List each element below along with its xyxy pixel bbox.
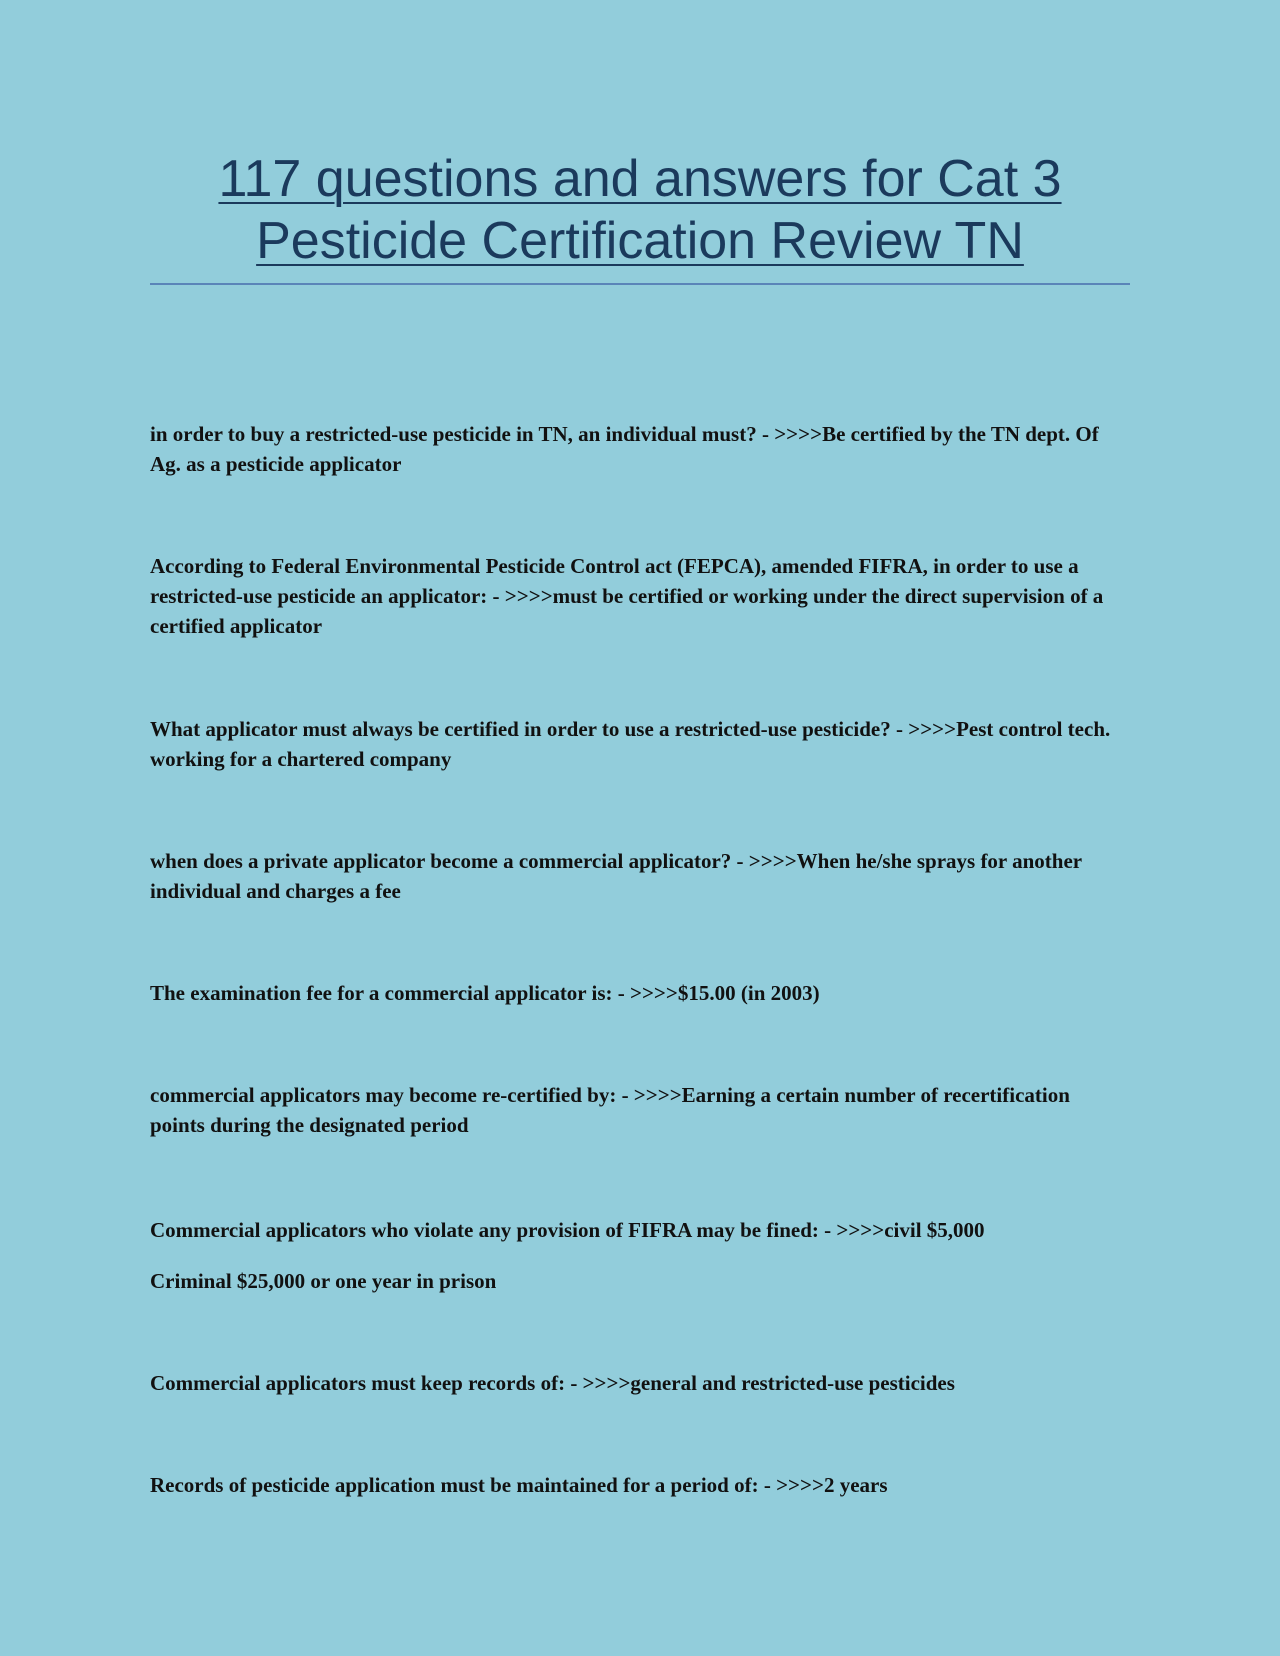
qa-item-1: in order to buy a restricted-use pesticide in TN, an individual must? - >>>>Be certified by the TN dept. Of Ag. as a pesticide applicator [150,422,1099,476]
qa-item-4: when does a private applicator become a commercial applicator? - >>>>When he/she sprays for another individual and charges a fee [150,849,1082,903]
qa-item-5: The examination fee for a commercial applicator is: - >>>>$15.00 (in 2003) [150,981,820,1005]
document-title[interactable]: 117 questions and answers for Cat 3 Pesticide Certification Review TN [218,150,1062,270]
title-divider [150,283,1130,285]
qa-item-3: What applicator must always be certified in order to use a restricted-use pesticide? - >>>>Pest control tech. working for a chartered company [150,717,1111,771]
qa-item-8: Commercial applicators must keep records of: - >>>>general and restricted-use pesticides [150,1371,955,1395]
qa-item-9: Records of pesticide application must be maintained for a period of: - >>>>2 years [150,1473,888,1497]
title-block [150,148,1130,272]
qa-item-7-continuation: Criminal $25,000 or one year in prison [150,1269,497,1293]
qa-item-2: According to Federal Environmental Pesticide Control act (FEPCA), amended FIFRA, in order to use a restricted-use pesticide an applicator: - >>>>must be certified or working under the direct supervision of a certified applicator [150,554,1104,638]
qa-item-7: Commercial applicators who violate any provision of FIFRA may be fined: - >>>>civil $5,000 [150,1218,985,1242]
qa-item-6: commercial applicators may become re-certified by: - >>>>Earning a certain number of recertification points during the designated period [150,1083,1070,1137]
